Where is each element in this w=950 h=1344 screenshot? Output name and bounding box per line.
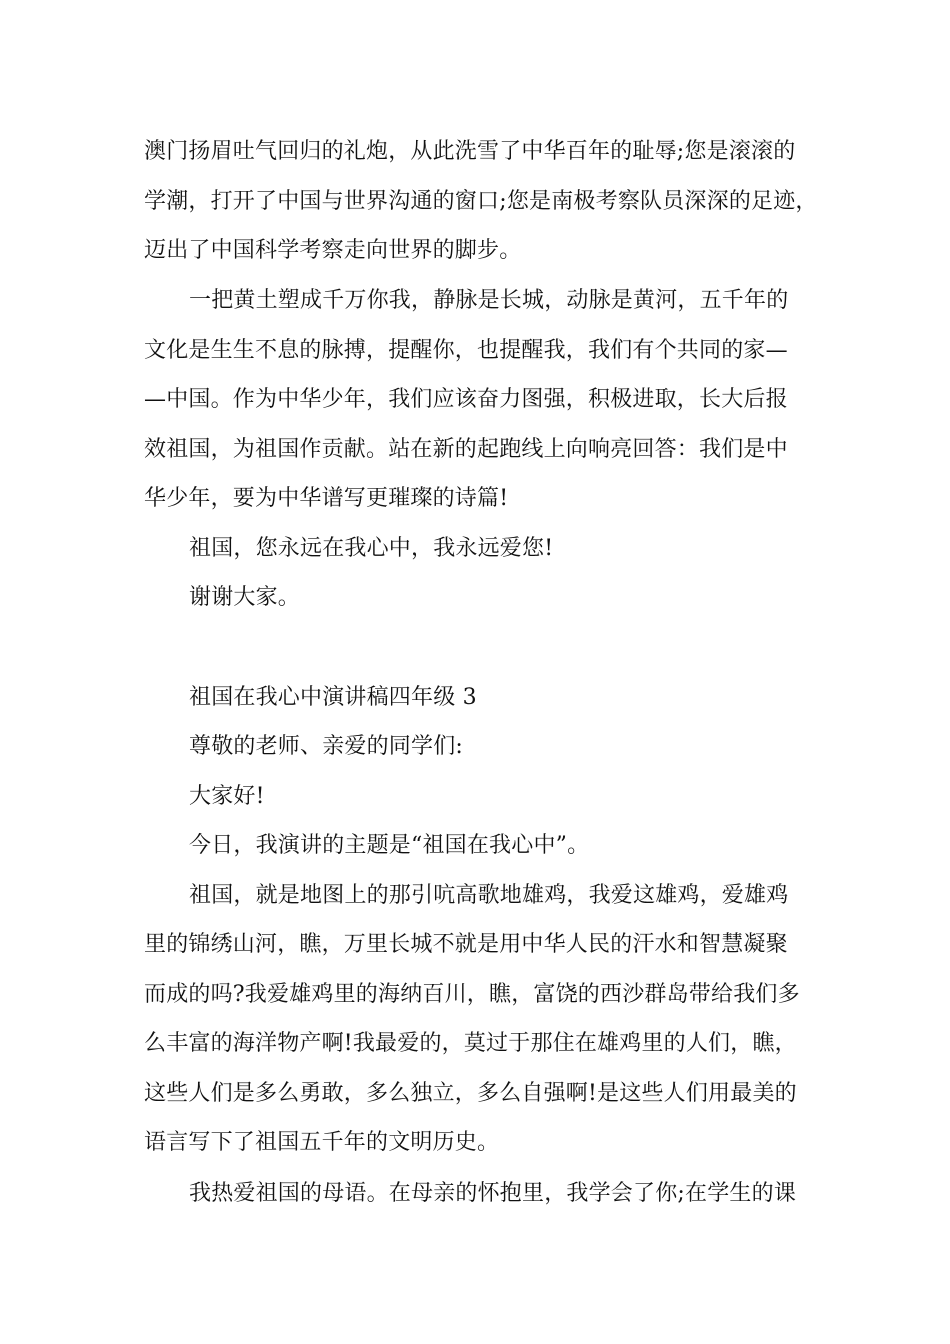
- text-line: 祖国，您永远在我心中，我永远爱您!: [189, 536, 554, 561]
- text-line: 祖国，就是地图上的那引吭高歌地雄鸡，我爱这雄鸡，爱雄鸡: [189, 883, 789, 908]
- text-line: 一把黄土塑成千万你我，静脉是长城，动脉是黄河，五千年的: [189, 288, 789, 313]
- text-line: 谢谢大家。: [189, 585, 301, 610]
- section-title: 祖国在我心中演讲稿四年级 3: [189, 685, 477, 710]
- text-line: 澳门扬眉吐气回归的礼炮，从此洗雪了中华百年的耻辱;您是滚滚的: [144, 139, 796, 164]
- text-line: 学潮，打开了中国与世界沟通的窗口;您是南极考察队员深深的足迹，: [144, 189, 818, 214]
- text-line: 我热爱祖国的母语。在母亲的怀抱里，我学会了你;在学生的课: [189, 1181, 797, 1206]
- text-line: 里的锦绣山河，瞧，万里长城不就是用中华人民的汗水和智慧凝聚: [144, 932, 788, 957]
- text-line: 这些人们是多么勇敢，多么独立，多么自强啊!是这些人们用最美的: [144, 1081, 797, 1106]
- text-line: 华少年，要为中华谱写更璀璨的诗篇!: [144, 486, 509, 511]
- text-line: —中国。作为中华少年，我们应该奋力图强，积极进取，长大后报: [144, 387, 788, 412]
- text-line: 效祖国，为祖国作贡献。站在新的起跑线上向响亮回答：我们是中: [144, 437, 788, 462]
- text-line: 今日，我演讲的主题是“祖国在我心中”。: [189, 833, 590, 858]
- text-line: 文化是生生不息的脉搏，提醒你，也提醒我，我们有个共同的家—: [144, 338, 788, 363]
- greeting: 大家好!: [189, 784, 265, 809]
- text-line: 迈出了中国科学考察走向世界的脚步。: [144, 238, 522, 263]
- text-line: 而成的吗?我爱雄鸡里的海纳百川，瞧，富饶的西沙群岛带给我们多: [144, 982, 800, 1007]
- text-line: 语言写下了祖国五千年的文明历史。: [144, 1130, 500, 1155]
- salutation: 尊敬的老师、亲爱的同学们:: [189, 734, 464, 759]
- text-line: 么丰富的海洋物产啊!我最爱的，莫过于那住在雄鸡里的人们，瞧，: [144, 1031, 797, 1056]
